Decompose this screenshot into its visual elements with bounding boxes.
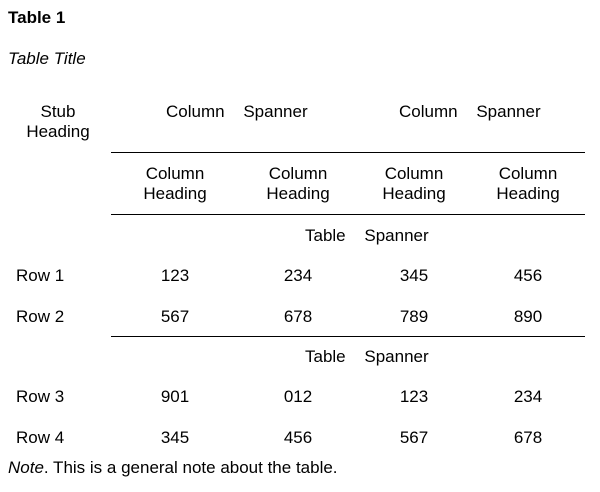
table-cell: 678: [283, 307, 313, 326]
table-cell: 123: [399, 387, 429, 406]
table-cell: 012: [283, 387, 313, 406]
stub-heading-line1: Stub: [40, 102, 76, 121]
column-heading-1-line1: Column: [145, 164, 205, 183]
column-spanner-2-word2: Spanner: [476, 102, 541, 121]
column-spanner-1: [166, 102, 308, 122]
table-cell: 567: [399, 428, 429, 447]
stub-heading-line2: Heading: [26, 122, 90, 141]
table-cell: 678: [513, 428, 543, 447]
table-cell: 123: [160, 266, 190, 285]
table-spanner-1-word1: Table: [305, 226, 346, 245]
table-cell: 234: [283, 266, 313, 285]
table-cell: 890: [513, 307, 543, 326]
stub-heading: [18, 102, 98, 142]
column-spanner-2: [399, 102, 541, 122]
note-label: Note: [8, 458, 44, 477]
column-heading-1: [143, 164, 206, 204]
table-spanner-2-word2: Spanner: [364, 347, 429, 366]
rule-under-spanners: [111, 152, 585, 153]
table-note: [8, 458, 338, 478]
table-cell: 901: [160, 387, 190, 406]
table-cell: 345: [399, 266, 429, 285]
table-spanner-1-word2: Spanner: [364, 226, 429, 245]
column-heading-4-line2: Heading: [496, 184, 560, 203]
column-heading-3-line2: Heading: [382, 184, 446, 203]
table-cell: 345: [160, 428, 190, 447]
table-title: Table Title: [8, 49, 86, 68]
column-heading-2-line2: Heading: [266, 184, 330, 203]
table-cell: 567: [160, 307, 190, 326]
column-spanner-1-word1: Column: [166, 102, 225, 121]
column-spanner-2-word1: Column: [399, 102, 458, 121]
column-heading-1-line2: Heading: [143, 184, 207, 203]
note-text: . This is a general note about the table.: [43, 458, 338, 477]
column-heading-3: [382, 164, 445, 204]
column-heading-2: [266, 164, 329, 204]
row-label: Row 3: [16, 387, 65, 406]
column-heading-4-line1: Column: [498, 164, 558, 183]
rule-under-row-2: [111, 336, 585, 337]
row-label: Row 1: [16, 266, 65, 285]
row-label: Row 2: [16, 307, 65, 326]
column-heading-4: [496, 164, 559, 204]
table-cell: 234: [513, 387, 543, 406]
row-label: Row 4: [16, 428, 65, 447]
rule-under-column-headings: [111, 214, 585, 215]
table-cell: 789: [399, 307, 429, 326]
table-cell: 456: [283, 428, 313, 447]
table-spanner-2: [305, 347, 429, 367]
table-spanner-2-word1: Table: [305, 347, 346, 366]
column-heading-3-line1: Column: [384, 164, 444, 183]
column-heading-2-line1: Column: [268, 164, 328, 183]
column-spanner-1-word2: Spanner: [243, 102, 308, 121]
table-spanner-1: [305, 226, 429, 246]
table-cell: 456: [513, 266, 543, 285]
table-label: Table 1: [8, 8, 66, 27]
